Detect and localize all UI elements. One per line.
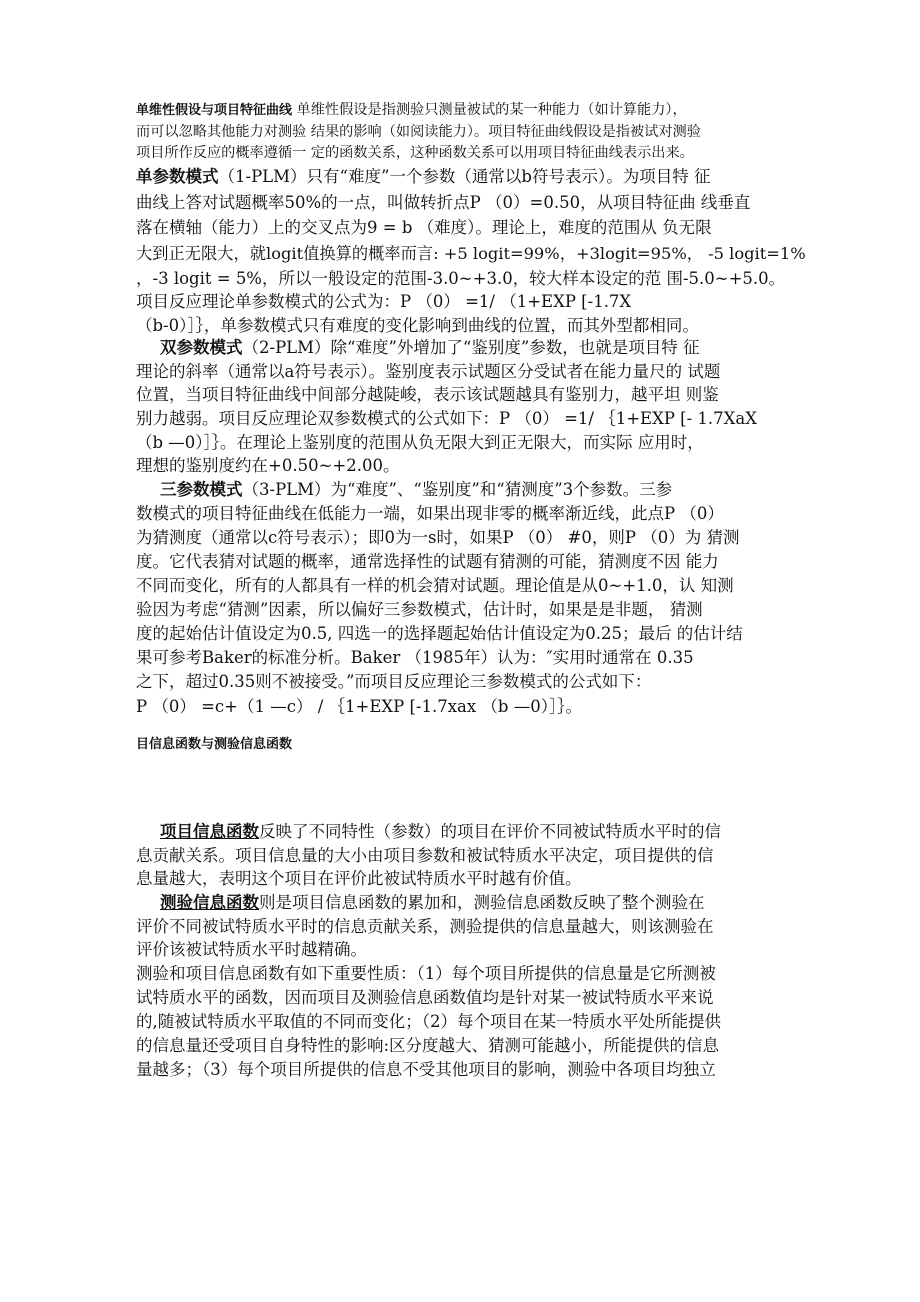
text-span: （1-PLM）只有“难度”一个参数（通常以b符号表示）。为项目特 征 (218, 167, 711, 186)
text-span: 单维性假设是指测验只测量被试的某一种能力（如计算能力）， (292, 102, 687, 118)
formula-line-2plm: 别力越弱。项目反应理论双参数模式的公式如下：P （0） =1/ ｛1+EXP [- 1.7XaX (136, 409, 758, 428)
text-span: 反映了不同特性（参数）的项目在评价不同被试特质水平时的信 (259, 822, 721, 841)
paragraph-line: 息量越大，表明这个项目在评价此被试特质水平时越有价值。 (136, 869, 582, 888)
formula-line-1plm: 项目反应理论单参数模式的公式为：P （0） =1/ （1+EXP [-1.7X (136, 292, 632, 311)
paragraph-line: 之下，超过0.35则不被接受。”而项目反应理论三参数模式的公式如下： (136, 672, 652, 691)
paragraph-line: 数模式的项目特征曲线在低能力一端，如果出现非零的概率渐近线，此点P （0） (136, 504, 724, 523)
paragraph-line: （b-0）］｝，单参数模式只有难度的变化影响到曲线的位置，而其外型都相同。 (136, 316, 699, 335)
paragraph-line: 度。它代表猜对试题的概率，通常选择性的试题有猜测的可能，猜测度不因 能力 (136, 552, 719, 571)
paragraph-line: 为猜测度（通常以c符号表示）；即0为一s时，如果P （0） #0，则P （0）为 猜测 (136, 528, 740, 547)
paragraph-unidimensional-line (136, 99, 687, 119)
paragraph-line: 评价不同被试特质水平时的信息贡献关系，测验提供的信息量越大，则该测验在 (136, 917, 714, 936)
paragraph-3plm-line (160, 476, 672, 500)
text-span: （2-PLM）除“难度”外增加了“鉴别度”参数，也就是项目特 征 (242, 338, 700, 357)
paragraph-line: 量越多；（3）每个项目所提供的信息不受其他项目的影响，测验中各项目均独立 (136, 1060, 716, 1079)
paragraph-line: 曲线上答对试题概率50%的一点，叫做转折点P （0）=0.50，从项目特征曲 线垂直 (136, 193, 751, 212)
term-test-information-function: 测验信息函数 (160, 893, 259, 912)
term-item-information-function: 项目信息函数 (160, 822, 259, 841)
paragraph-1plm-line (136, 163, 710, 187)
term-three-parameter-model: 三参数模式 (160, 480, 243, 499)
paragraph-line: 果可参考Baker的标准分析。Baker （1985年）认为：″实用时通常在 0.35 (136, 648, 694, 667)
paragraph-line: 的信息量还受项目自身特性的影响:区分度越大、猜测可能越小，所能提供的信息 (136, 1036, 720, 1055)
paragraph-line: 项目所作反应的概率遵循一 定的函数关系，这种函数关系可以用项目特征曲线表示出来。 (136, 145, 694, 161)
paragraph-properties-line: 测验和项目信息函数有如下重要性质：（1）每个项目所提供的信息量是它所测被 (136, 964, 716, 983)
paragraph-2plm-line (160, 334, 700, 358)
section-heading-unidimensionality: 单维性假设与项目特征曲线 (136, 103, 293, 118)
paragraph-line: （b —0）］｝。在理论上鉴别度的范围从负无限大到正无限大，而实际 应用时， (136, 433, 704, 452)
term-two-parameter-model: 双参数模式 (160, 338, 243, 357)
paragraph-line: 落在横轴（能力）上的交叉点为9 = b （难度）。理论上，难度的范围从 负无限 (136, 218, 712, 237)
text-span: （3-PLM）为“难度”、“鉴别度”和“猜测度”3个参数。三参 (242, 480, 673, 499)
paragraph-line: 不同而变化，所有的人都具有一样的机会猜对试题。理论值是从0~+1.0，认 知测 (136, 576, 734, 595)
paragraph-line: 大到正无限大，就logit值换算的概率而言: +5 logit=99%，+3logit=95%， -5 logit=1% (136, 244, 806, 263)
paragraph-line: 验因为考虑“猜测”因素，所以偏好三参数模式，估计时，如果是是非题， 猜测 (136, 600, 703, 619)
paragraph-line: 的,随被试特质水平取值的不同而变化；（2）每个项目在某一特质水平处所能提供 (136, 1012, 721, 1031)
term-one-parameter-model: 单参数模式 (136, 167, 219, 186)
formula-line-3plm: P （0） =c+（1 —c） / ｛1+EXP [-1.7xax （b —0）］｝。 (136, 697, 582, 716)
section-heading-information-functions: 目信息函数与测验信息函数 (136, 737, 293, 752)
paragraph-test-info-line (160, 889, 705, 913)
paragraph-line: 试特质水平的函数，因而项目及测验信息函数值均是针对某一被试特质水平来说 (136, 988, 714, 1007)
paragraph-line: 位置，当项目特征曲线中间部分越陡峻，表示该试题越具有鉴别力，越平坦 则鉴 (136, 385, 719, 404)
paragraph-line: 度的起始估计值设定为0.5, 四选一的选择题起始估计值设定为0.25；最后 的估计结 (136, 624, 743, 643)
paragraph-line: ，-3 logit = 5%，所以一般设定的范围-3.0~+3.0，较大样本设定的范 围-5.0~+5.0。 (136, 269, 786, 288)
text-span: 则是项目信息函数的累加和，测验信息函数反映了整个测验在 (259, 893, 705, 912)
paragraph-line: 而可以忽略其他能力对测验 结果的影响（如阅读能力）。项目特征曲线假设是指被试对测验 (136, 124, 701, 140)
paragraph-line: 理想的鉴别度约在+0.50~+2.00。 (136, 456, 400, 475)
paragraph-line: 评价该被试特质水平时越精确。 (136, 940, 367, 959)
paragraph-line: 息贡献关系。项目信息量的大小由项目参数和被试特质水平决定，项目提供的信 (136, 846, 714, 865)
paragraph-item-info-line (160, 818, 721, 842)
paragraph-line: 理论的斜率（通常以a符号表示）。鉴别度表示试题区分受试者在能力量尺的 试题 (136, 362, 721, 381)
